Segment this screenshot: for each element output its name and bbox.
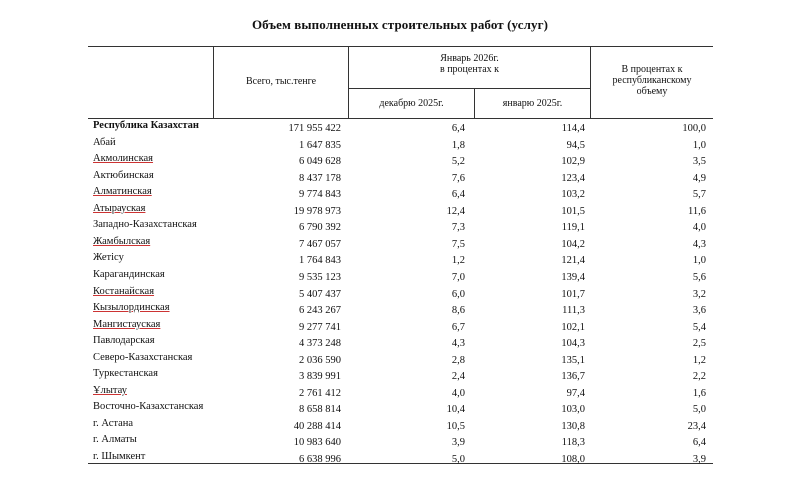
share-percent: 5,0 — [692, 404, 706, 416]
table-row — [93, 236, 713, 253]
jan-percent: 118,3 — [561, 437, 585, 449]
header-share-line3: объему — [636, 86, 668, 97]
dec-percent: 7,3 — [451, 222, 465, 234]
share-percent: 1,6 — [692, 387, 706, 399]
table-row — [93, 319, 713, 336]
table-top-border — [88, 46, 713, 47]
share-percent: 5,7 — [692, 189, 706, 201]
total-value: 9 774 843 — [299, 189, 341, 201]
table-row — [93, 401, 713, 418]
jan-percent: 102,1 — [561, 321, 585, 333]
table-row — [93, 451, 713, 468]
total-value: 2 036 590 — [299, 354, 341, 366]
table-row — [93, 203, 713, 220]
region-name: Актюбинская — [93, 169, 154, 181]
region-name: г. Алматы — [93, 434, 137, 446]
header-jan-group-line2: в процентах к — [439, 64, 499, 75]
share-percent: 5,4 — [692, 321, 706, 333]
share-percent: 1,0 — [692, 139, 706, 151]
share-percent: 4,9 — [692, 172, 706, 184]
region-name: Кызылординская — [93, 302, 170, 314]
table-row — [93, 335, 713, 352]
share-percent: 1,2 — [692, 354, 706, 366]
dec-percent: 6,4 — [451, 189, 465, 201]
dec-percent: 2,4 — [451, 371, 465, 383]
table-row — [93, 219, 713, 236]
table-row — [93, 186, 713, 203]
dec-percent: 4,0 — [451, 387, 465, 399]
jan-percent: 111,3 — [562, 305, 585, 317]
total-value: 1 764 843 — [299, 255, 341, 267]
dec-percent: 6,4 — [451, 123, 465, 134]
table-row — [93, 368, 713, 385]
region-name: Северо-Казахстанская — [93, 351, 193, 363]
total-value: 5 407 437 — [299, 288, 341, 300]
table-row — [93, 137, 713, 154]
table-row — [93, 352, 713, 369]
share-percent: 3,6 — [692, 305, 706, 317]
jan-percent: 104,2 — [561, 238, 585, 250]
jan-percent: 139,4 — [561, 271, 585, 283]
dec-percent: 7,0 — [451, 271, 465, 283]
header-dec: декабрю 2025г. — [379, 98, 444, 109]
dec-percent: 3,9 — [451, 437, 465, 449]
share-percent: 6,4 — [692, 437, 706, 449]
total-value: 9 535 123 — [299, 271, 341, 283]
region-name: Абай — [93, 136, 116, 148]
jan-percent: 135,1 — [561, 354, 585, 366]
share-percent: 3,2 — [692, 288, 706, 300]
table-row — [93, 269, 713, 286]
total-value: 6 049 628 — [299, 156, 341, 168]
region-name: Жетісу — [93, 252, 124, 264]
total-value: 9 277 741 — [299, 321, 341, 333]
table-row — [93, 434, 713, 451]
total-value: 10 983 640 — [293, 437, 341, 449]
header-total: Всего, тыс.тенге — [245, 76, 317, 87]
region-name: Жамбылская — [93, 235, 151, 247]
share-percent: 2,2 — [692, 371, 706, 383]
table-row — [93, 418, 713, 435]
jan-percent: 102,9 — [561, 156, 585, 168]
share-percent: 23,4 — [687, 420, 706, 432]
region-name: г. Астана — [93, 417, 134, 429]
dec-percent: 7,5 — [451, 238, 465, 250]
dec-percent: 7,6 — [451, 172, 465, 184]
table-row — [93, 302, 713, 319]
total-value: 6 243 267 — [299, 305, 341, 317]
share-percent: 100,0 — [682, 123, 706, 134]
header-jan-group-line1: Январь 2026г. — [440, 53, 499, 64]
share-percent: 4,0 — [692, 222, 706, 234]
region-name: Республика Казахстан — [93, 120, 199, 131]
jan-percent: 103,0 — [561, 404, 585, 416]
dec-percent: 6,7 — [451, 321, 465, 333]
region-name: Атырауская — [93, 202, 146, 214]
region-name: Ұлытау — [93, 384, 127, 396]
total-value: 3 839 991 — [299, 371, 341, 383]
jan-percent: 97,4 — [566, 387, 585, 399]
dec-percent: 2,8 — [451, 354, 465, 366]
share-percent: 3,9 — [692, 454, 706, 465]
header-share-line1: В процентах к — [621, 64, 683, 75]
header-jan: январю 2025г. — [502, 98, 563, 109]
total-value: 40 288 414 — [293, 420, 341, 432]
region-name: Костанайская — [93, 285, 155, 297]
dec-percent: 1,8 — [451, 139, 465, 151]
table-row — [93, 170, 713, 187]
dec-percent: 4,3 — [451, 338, 465, 350]
share-percent: 5,6 — [692, 271, 706, 283]
total-value: 4 373 248 — [299, 338, 341, 350]
total-value: 19 978 973 — [293, 205, 341, 217]
region-name: Карагандинская — [93, 268, 165, 280]
share-percent: 4,3 — [692, 238, 706, 250]
table-row — [93, 252, 713, 269]
share-percent: 2,5 — [692, 338, 706, 350]
jan-percent: 136,7 — [561, 371, 585, 383]
header-share-line2: республиканскому — [612, 75, 692, 86]
jan-percent: 108,0 — [561, 454, 585, 465]
jan-percent: 123,4 — [561, 172, 585, 184]
dec-percent: 6,0 — [451, 288, 465, 300]
jan-percent: 121,4 — [561, 255, 585, 267]
table-row — [93, 286, 713, 303]
jan-percent: 101,5 — [561, 205, 585, 217]
share-percent: 3,5 — [692, 156, 706, 168]
dec-percent: 8,6 — [451, 305, 465, 317]
table-row — [93, 153, 713, 170]
jan-percent: 103,2 — [561, 189, 585, 201]
dec-percent: 12,4 — [446, 205, 465, 217]
total-value: 1 647 835 — [299, 139, 341, 151]
subheader-divider — [348, 88, 590, 89]
jan-percent: 130,8 — [561, 420, 585, 432]
region-name: г. Шымкент — [93, 451, 146, 462]
jan-percent: 119,1 — [561, 222, 585, 234]
total-value: 8 437 178 — [299, 172, 341, 184]
region-name: Павлодарская — [93, 335, 155, 347]
dec-percent: 10,5 — [446, 420, 465, 432]
dec-percent: 5,0 — [451, 454, 465, 465]
dec-percent: 10,4 — [446, 404, 465, 416]
share-percent: 1,0 — [692, 255, 706, 267]
table-row — [93, 385, 713, 402]
dec-percent: 5,2 — [451, 156, 465, 168]
region-name: Алматинская — [93, 186, 152, 198]
region-name: Акмолинская — [93, 153, 154, 165]
total-value: 2 761 412 — [299, 387, 341, 399]
jan-percent: 101,7 — [561, 288, 585, 300]
total-value: 7 467 057 — [299, 238, 341, 250]
region-name: Восточно-Казахстанская — [93, 401, 204, 413]
region-name: Мангистауская — [93, 318, 161, 330]
share-percent: 11,6 — [688, 205, 706, 217]
jan-percent: 114,4 — [561, 123, 585, 134]
total-value: 6 638 996 — [299, 454, 341, 465]
header-bottom-border — [88, 118, 713, 119]
total-value: 171 955 422 — [288, 123, 341, 134]
jan-percent: 94,5 — [566, 139, 585, 151]
jan-percent: 104,3 — [561, 338, 585, 350]
region-name: Западно-Казахстанская — [93, 219, 197, 231]
dec-percent: 1,2 — [451, 255, 465, 267]
total-value: 6 790 392 — [299, 222, 341, 234]
page-title: Объем выполненных строительных работ (услуг) — [251, 17, 549, 32]
total-value: 8 658 814 — [299, 404, 341, 416]
table-row — [93, 120, 713, 137]
region-name: Туркестанская — [93, 368, 158, 380]
